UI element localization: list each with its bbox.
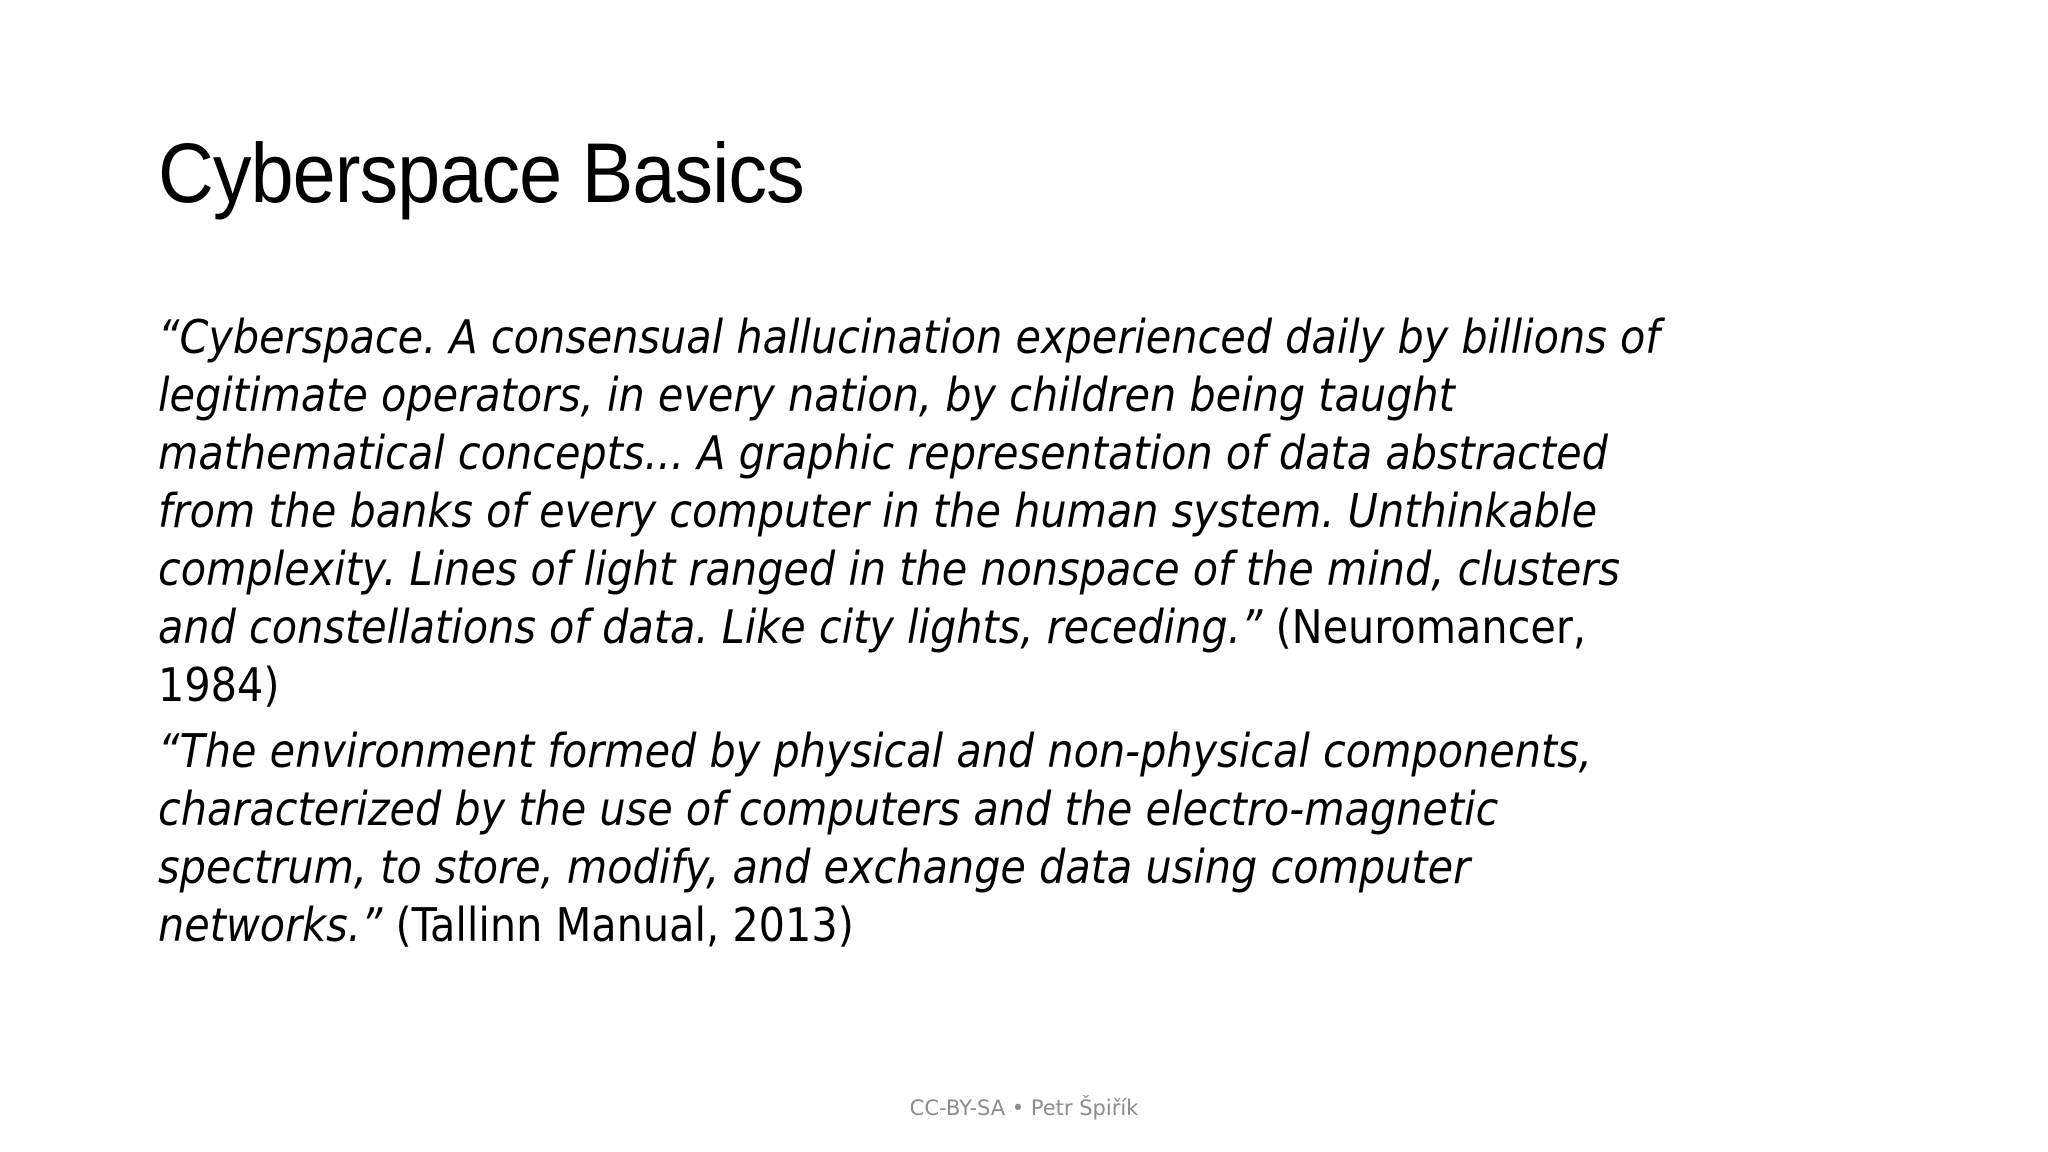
citation: (Tallinn Manual, 2013): [382, 898, 854, 952]
slide-title: Cyberspace Basics: [158, 126, 804, 220]
citation: (Neuromancer,: [1262, 600, 1587, 654]
slide-footer: CC-BY-SA • Petr Špiřík: [909, 1096, 1139, 1120]
quote-neuromancer: [158, 308, 1922, 714]
quote-line: characterized by the use of computers and the electro-magnetic: [158, 782, 1499, 836]
quote-line: and constellations of data. Like city lights, receding.”: [158, 600, 1263, 654]
quote-line: spectrum, to store, modify, and exchange data using computer: [158, 840, 1471, 894]
quote-line: mathematical concepts... A graphic representation of data abstracted: [158, 426, 1608, 480]
quote-line: from the banks of every computer in the human system. Unthinkable: [158, 484, 1598, 538]
quote-line: “The environment formed by physical and non-physical components,: [158, 724, 1592, 778]
citation-year: 1984): [158, 658, 280, 712]
quote-tallinn: [158, 722, 1922, 954]
quote-line: legitimate operators, in every nation, by children being taught: [158, 368, 1455, 422]
quote-last-line: [158, 896, 1922, 954]
quote-line: “Cyberspace. A consensual hallucination experienced daily by billions of: [158, 310, 1660, 364]
quote-line: complexity. Lines of light ranged in the nonspace of the mind, clusters: [158, 542, 1620, 596]
slide-body: [158, 308, 1938, 962]
quote-last-line: [158, 598, 1922, 656]
quote-line: networks.”: [158, 898, 383, 952]
